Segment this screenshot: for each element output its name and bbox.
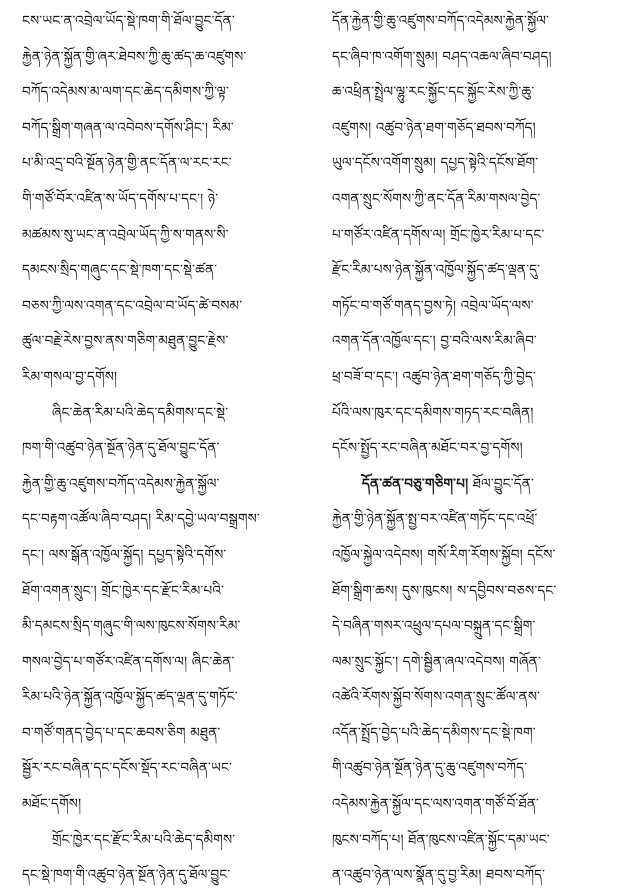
text-line: པོའི་ལས་ཁུར་དང་དམིགས་གཏད་རང་བཞིན། <box>332 404 534 421</box>
text-line: དམངས་སྲིད་གཞུང་དང་སྡེ་ཁག་དང་སྡེ་ཚན་ <box>22 262 218 279</box>
text-line: བཀོད་འདེམས་མ་ལག་དང་ཆེད་དམིགས་ཀྱི་ལྟ་ <box>22 84 229 101</box>
text-line: དང་། ལས་སྒོན་འཁྱོལ་སྐྱོད། དཔྱད་སྟེའི་དགོས་ <box>22 546 227 563</box>
text-line: གཏོང་བ་གཙོ་གནད་བྱས་ཏེ། འབྲེལ་ཡོད་ལས་ <box>332 297 534 314</box>
text-line: ལམ་སྲུང་སྐྱོང་། དགེ་སྦྱིན་ཞལ་འདེབས། གཞོན་ <box>332 653 541 670</box>
text-line: སྦྱོར་རང་བཞིན་དང་དངོས་སྡོད་རང་བཞིན་ཡང་ <box>22 760 233 777</box>
text-line: གསལ་བྱེད་པ་གཙོར་འཛིན་དགོས་ལ། ཞིང་ཆེན་ <box>22 653 235 670</box>
text-line: དོན་རྐྱེན་གྱི་ཆུ་འཛུགས་བཀོད་འདེམས་རྐྱེན་སྐྱོལ་ <box>332 13 550 29</box>
text-line: དེ་བཞིན་གསར་འཕྲུལ་དཔལ་བསྐྲུན་དང་སྒྲིག་ <box>332 618 536 635</box>
text-line: ན་འཚུབ་ཉེན་ལས་སྣོན་དུ་བྱ་རིམ། ཐབས་བཀོད་ <box>332 867 546 884</box>
text-line <box>332 467 614 503</box>
text-line: ཡུལ་དངོས་འགོག་སྲུམ། དཔྱད་སྟེའི་དངོས་ཐོག་ <box>332 155 539 172</box>
text-line: ཕྲ་བཟོ་བ་དང་། འཚུབ་ཉེན་ཐག་གཅོད་ཀྱི་བྱེད་ <box>332 368 537 385</box>
text-line: དང་བརྟག་འཚོལ་ཞིབ་བཤད། རིམ་དབྱེ་ཡལ་བསྒྲགས་ <box>22 511 261 528</box>
text-line: དངོས་སྤྱོད་རང་བཞིན་མཐོང་བར་བྱ་དགོས། <box>332 440 523 457</box>
text-line: རྐྱེན་གྱི་ཉེན་སྐྱོན་སྤྱ་བར་འཛིན་གཏོང་དང་འཕྲོ་ <box>332 511 538 528</box>
text-line: དང་ཞིབ་ཁ་འགོག་སྲུམ། བཤད་འཆལ་ཞིབ་བཤད། <box>332 48 552 65</box>
text-line: ཁུངས་བཀོད་པ། ཐོན་ཁུངས་འཛིན་སྐྱོང་དམ་ཡང་ <box>332 831 550 848</box>
left-text-column <box>22 4 304 894</box>
text-line: ངས་ཡང་ན་འབྲེལ་ཡོད་སྡེ་ཁག་གི་ཐོལ་བྱུང་དོན་ <box>22 13 235 29</box>
text-line: མཚམས་སུ་ཡང་ན་འབྲེལ་ཡོད་ཀྱི་ས་གནས་སི་ <box>22 226 229 243</box>
text-line: རྐྱེན་གྱི་ཆུ་འཛུགས་བཀོད་འདེམས་རྐྱེན་སྐྱོལ་ <box>22 475 220 492</box>
text-line: བཅས་ཀྱི་ལས་འགན་དང་འབྲེལ་བ་ཡོད་ཚེ་བསམ་ <box>22 297 243 314</box>
text-line: རིམ་པའི་ཉེན་སྐྱོན་འཁྱོལ་སྐྱོད་ཚད་ལྡན་དུ་གཏོང་ <box>22 689 238 706</box>
text-line: འདོན་སྤྲོད་བྱེད་པའི་ཆེད་དམིགས་དང་སྡེ་ཁག་ <box>332 724 536 741</box>
text-line: པ་གཙོར་འཛིན་དགོས་ལ། གྲོང་ཁྱེར་རིམ་པ་དང་ <box>332 226 545 243</box>
text-line: བཀོད་སྒྲིག་གཞན་ལ་འབེབས་དགོས་ཤིང་། རིམ་ <box>22 119 234 136</box>
heading-continuation: ཐོལ་བྱུང་དོན་ <box>472 475 535 492</box>
text-line: ཐོག་སྒྲིག་ཆས། དུས་ཁུངས། ས་དབྱིབས་བཅས་དང་ <box>332 582 557 599</box>
text-line: གྲོང་ཁྱེར་དང་རྫོང་རིམ་པའི་ཆེད་དམིགས་ <box>52 831 236 848</box>
text-line: མཐོང་དགོས། <box>22 796 82 813</box>
section-heading: དོན་ཚན་བཅུ་གཅིག་པ། <box>362 475 469 492</box>
text-line: ཚུལ་བརྗེ་རེས་བྱས་ནས་གཅིག་མཐུན་བྱུང་རྗེས་ <box>22 333 229 350</box>
text-line: འཛུགས། འཚུབ་ཉེན་ཐག་གཅོད་ཐབས་བཀོད། <box>332 119 536 136</box>
text-line: འགན་སྲུང་སོགས་ཀྱི་ནང་དོན་རིམ་གསལ་བྱེད་ <box>332 190 541 207</box>
text-line: དང་སྡེ་ཁག་གི་འཚུབ་ཉེན་སྔོན་ཉེན་དུ་ཐོལ་བྱུང་ <box>22 867 231 884</box>
text-line: ཁག་གི་འཚུབ་ཉེན་སྔོན་ཉེན་དུ་ཐོལ་བྱུང་དོན་ <box>22 440 220 457</box>
right-text-column <box>332 4 614 894</box>
text-line: འཚེའི་རོགས་སྐྱོབ་སོགས་འགན་སྲུང་ཚོལ་ནས་ <box>332 689 541 706</box>
text-line: རིམ་གསལ་བྱ་དགོས། <box>22 368 118 385</box>
text-line: འཁྱོལ་སྐྱེལ་འདེབས། གསོ་རིག་རོགས་སྐྱོབ། དངོས་ <box>332 546 556 563</box>
text-line: གི་གཙོ་བོར་འཛིན་ས་ཡོད་དགོས་པ་དང་། ཉེ་ <box>22 190 219 207</box>
text-line: བ་གཙོ་གནད་བྱེད་པ་དང་ཆབས་ཅིག མཐུན་ <box>22 724 221 741</box>
text-line: རྐྱེན་ཉེན་སྐྱོན་གྱི་ཞར་ཐེབས་ཀྱི་ཆུ་ཚད་ཆ་འཛུགས་ <box>22 48 247 65</box>
text-line: རྫོང་རིམ་པས་ཉེན་སྐྱོན་འཁྱོལ་སྐྱོད་ཚད་ལྡན་དུ་ <box>332 262 541 279</box>
text-line: ཐོག་འགན་སྲུང་། གྲོང་ཁྱེར་དང་རྫོང་རིམ་པའི་ <box>22 582 225 599</box>
text-line: འགན་དོན་འཁྱོལ་དང་། བྱ་བའི་ལས་རིམ་ཞིབ་ <box>332 333 537 350</box>
text-line: མི་དམངས་སྲིད་གཞུང་གི་ལས་ཁུངས་སོགས་རིམ་ <box>22 618 241 635</box>
text-line: ཞིང་ཆེན་རིམ་པའི་ཆེད་དམིགས་དང་སྡེ་ <box>52 404 229 421</box>
text-line: པ་མི་འདྲ་བའི་སྔོན་ཉེན་གྱི་ནང་དོན་ལ་རང་རང་ <box>22 155 232 172</box>
text-line: འདེམས་རྐྱེན་སྐྱོལ་དང་ལས་འགན་གཙོ་བོ་ཐོན་ <box>332 796 540 813</box>
text-line: གི་འཚུབ་ཉེན་སྔོན་ཉེན་དུ་ཆུ་འཛུགས་བཀོད་ <box>332 760 528 777</box>
text-line: ཆ་འཕྲིན་སྤྲེལ་ལྷུ་རང་སྐྱོང་དང་སྐྱོང་རེས་ཀྱི་ཆུ་ <box>332 84 535 101</box>
